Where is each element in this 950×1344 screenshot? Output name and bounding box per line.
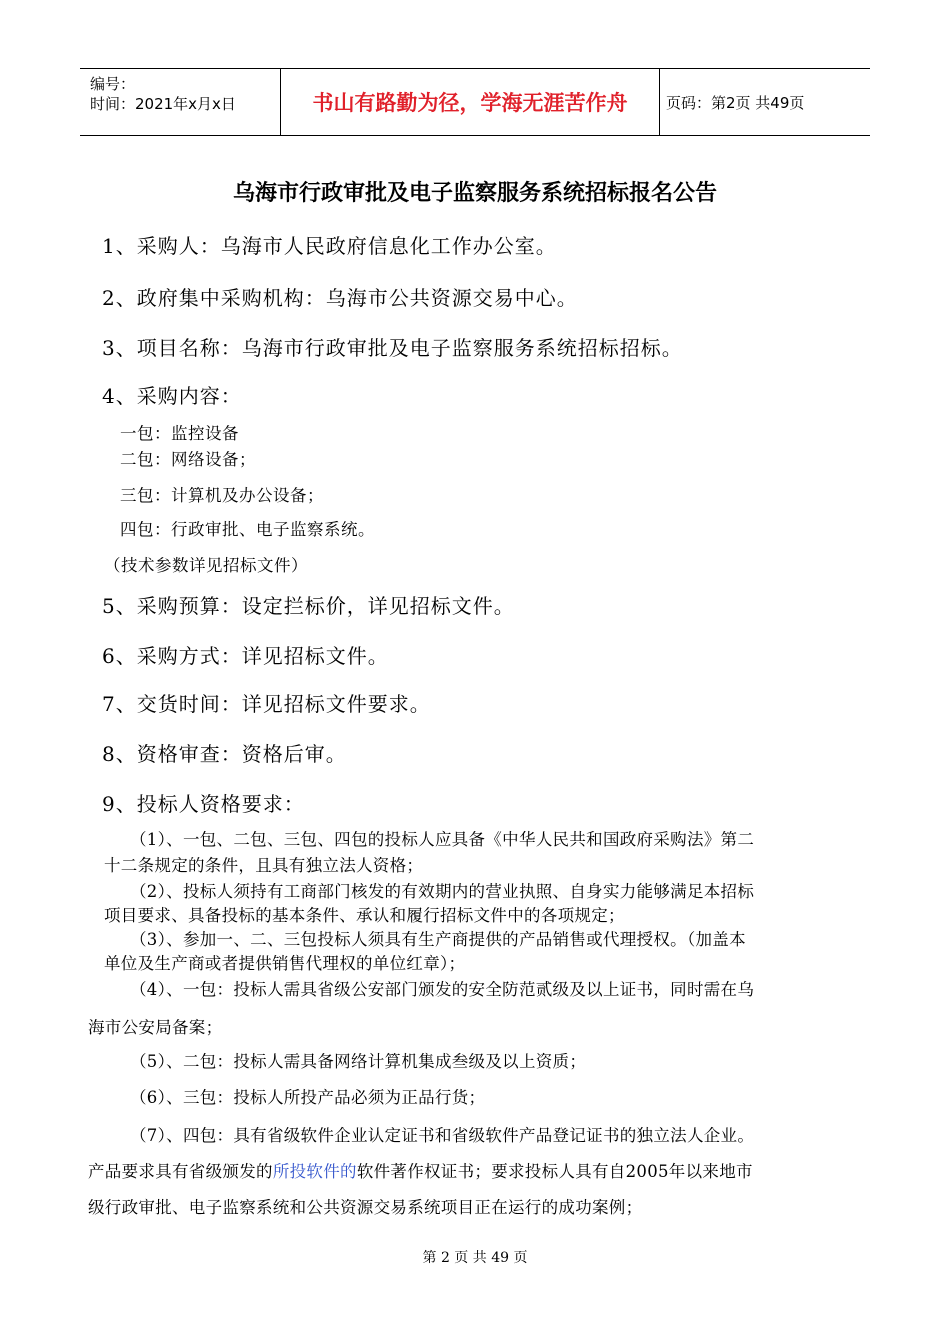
package-3: 三包：计算机及办公设备；	[120, 486, 324, 505]
document-title: 乌海市行政审批及电子监察服务系统招标报名公告	[232, 181, 717, 206]
header-table	[80, 68, 870, 136]
requirement-6: （6）、三包：投标人所投产品必须为正品行货；	[130, 1088, 486, 1107]
page-footer: 第 2 页 共 49 页	[422, 1250, 528, 1266]
tech-note: （技术参数详见招标文件）	[104, 556, 308, 575]
requirement-7-cont	[88, 1158, 753, 1182]
requirement-4: （4）、一包：投标人需具省级公安部门颁发的安全防范贰级及以上证书，同时需在乌	[130, 980, 755, 999]
requirement-7-cont2: 级行政审批、电子监察系统和公共资源交易系统项目正在运行的成功案例；	[88, 1198, 643, 1217]
requirement-7: （7）、四包：具有省级软件企业认定证书和省级软件产品登记证书的独立法人企业。	[130, 1126, 755, 1145]
motto: 书山有路勤为径，学海无涯苦作舟	[280, 69, 660, 135]
item-qualification-review: 8、资格审查：资格后审。	[102, 742, 347, 766]
number-label: 编号：	[90, 75, 136, 93]
requirement-2: （2）、投标人须持有工商部门核发的有效期内的营业执照、自身实力能够满足本招标	[130, 882, 755, 901]
item-agency: 2、政府集中采购机构：乌海市公共资源交易中心。	[102, 286, 578, 310]
package-2: 二包：网络设备；	[120, 450, 256, 469]
requirement-7-pre: 产品要求具有省级颁发的	[88, 1162, 273, 1181]
package-1: 一包：监控设备	[120, 424, 239, 443]
item-project-name: 3、项目名称：乌海市行政审批及电子监察服务系统招标招标。	[102, 336, 683, 360]
page-info: 页码：第2页 共49页	[666, 93, 805, 112]
item-bidder-requirements: 9、投标人资格要求：	[102, 792, 305, 816]
time-label: 时间：2021年x月x日	[90, 95, 236, 113]
requirement-3-cont: 单位及生产商或者提供销售代理权的单位红章）；	[104, 954, 466, 973]
requirement-3: （3）、参加一、二、三包投标人须具有生产商提供的产品销售或代理授权。（加盖本	[130, 930, 746, 949]
requirement-1: （1）、一包、二包、三包、四包的投标人应具备《中华人民共和国政府采购法》第二	[130, 830, 755, 849]
header-meta	[80, 69, 280, 135]
requirement-7-post: 软件著作权证书；要求投标人具有自2005年以来地市	[356, 1162, 753, 1181]
item-budget: 5、采购预算：设定拦标价，详见招标文件。	[102, 594, 515, 618]
item-content: 4、采购内容：	[102, 384, 242, 408]
item-delivery: 7、交货时间：详见招标文件要求。	[102, 692, 431, 716]
item-method: 6、采购方式：详见招标文件。	[102, 644, 389, 668]
package-4: 四包：行政审批、电子监察系统。	[120, 520, 375, 539]
requirement-7-highlight: 所投软件的	[272, 1162, 357, 1181]
requirement-4-cont: 海市公安局备案；	[88, 1018, 223, 1037]
requirement-5: （5）、二包：投标人需具备网络计算机集成叁级及以上资质；	[130, 1052, 587, 1071]
item-purchaser: 1、采购人：乌海市人民政府信息化工作办公室。	[102, 234, 557, 258]
requirement-1-cont: 十二条规定的条件，且具有独立法人资格；	[104, 856, 424, 875]
requirement-2-cont: 项目要求、具备投标的基本条件、承认和履行招标文件中的各项规定；	[104, 906, 625, 925]
